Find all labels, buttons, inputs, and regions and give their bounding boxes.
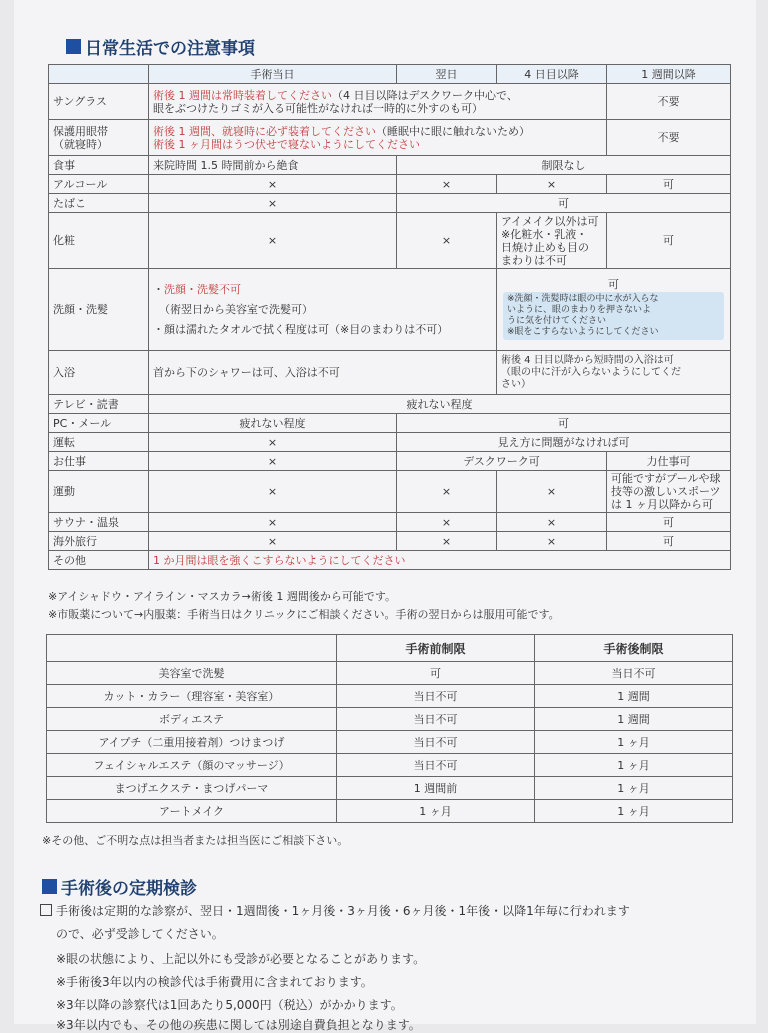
checkup-line-3: ※眼の状態により、上記以外にも受診が必要となることがあります。: [56, 952, 426, 966]
note-contact: ※その他、ご不明な点は担当者または担当医にご相談下さい。: [42, 834, 349, 847]
table-row: 運転 × 見え方に問題がなければ可: [49, 433, 731, 452]
daily-precautions-table: [48, 64, 731, 570]
header-day4: 4 日目以降: [497, 65, 607, 84]
table-row: PC・メール 疲れない程度 可: [49, 414, 731, 433]
header-day0: 手術当日: [149, 65, 397, 84]
table-row: アイプチ（二重用接着剤）つけまつげ 当日不可 1 ヶ月: [47, 731, 733, 754]
table-header-row: [49, 65, 731, 84]
table-row: たばこ × 可: [49, 194, 731, 213]
table-row: 洗顔・洗髪 ・洗顔・洗髪不可 （術翌日から美容室で洗髪可） ・顔は濡れたタオルで拭く程度は可（※目のまわりは不可） 可 ※洗顔・洗髪時は眼の中に水が入らな いように、眼のまわりを押さないよ うに気を付けてください ※眼をこすらないようにしてください: [49, 269, 731, 351]
note-eye-makeup: ※アイシャドウ・アイライン・マスカラ→術後 1 週間後から可能です。: [48, 590, 397, 603]
wash-note-box: ※洗顔・洗髪時は眼の中に水が入らな いように、眼のまわりを押さないよ うに気を付けてください ※眼をこすらないようにしてください: [503, 292, 724, 340]
table-row: まつげエクステ・まつげパーマ 1 週間前 1 ヶ月: [47, 777, 733, 800]
table-row: テレビ・読書 疲れない程度: [49, 395, 731, 414]
table-row: 入浴 首から下のシャワーは可、入浴は不可 術後 4 日目以降から短時間の入浴は可 （眼の中に汗が入らないようにしてくだ さい）: [49, 351, 731, 395]
table-row: 食事 来院時間 1.5 時間前から絶食 制限なし: [49, 156, 731, 175]
table-row: 海外旅行 × × × 可: [49, 532, 731, 551]
table-row: 運動 × × × 可能ですがプールや球 技等の激しいスポーツ は 1 ヶ月以降から可: [49, 471, 731, 513]
table-row: アートメイク 1 ヶ月 1 ヶ月: [47, 800, 733, 823]
table-row: サングラス 術後 1 週間は常時装着してください（4 日目以降はデスクワーク中心で、 眼をぶつけたりゴミが入る可能性がなければ一時的に外すのも可） 不要: [49, 84, 731, 120]
checkup-line-2: ので、必ず受診してください。: [56, 927, 224, 941]
table-row: サウナ・温泉 × × × 可: [49, 513, 731, 532]
table-header-row: 手術前制限 手術後制限: [47, 635, 733, 662]
section-title-checkups: 手術後の定期検診: [42, 874, 197, 899]
checkbox-icon: [40, 904, 52, 916]
section-title-daily-life: 日常生活での注意事項: [66, 34, 255, 59]
table-row: 化粧 × × アイメイク以外は可 ※化粧水・乳液・ 日焼け止めも目の まわりは不可 可: [49, 213, 731, 269]
table-row: ボディエステ 当日不可 1 週間: [47, 708, 733, 731]
section-square-icon: [66, 39, 81, 54]
header-week1: 1 週間以降: [607, 65, 731, 84]
table-row: 美容室で洗髪 可 当日不可: [47, 662, 733, 685]
checkup-line-6: ※3年以内でも、その他の疾患に関しては別途自費負担となります。: [56, 1018, 421, 1032]
note-medication: ※市販薬について→内服薬：手術当日はクリニックにご相談ください。手術の翌日からは服用可能です。: [48, 608, 560, 621]
header-day1: 翌日: [397, 65, 497, 84]
header-empty: [49, 65, 149, 84]
table-row: 保護用眼帯 （就寝時） 術後 1 週間、就寝時に必ず装着してください（睡眠中に眼に触れないため） 術後 1 ヶ月間はうつ伏せで寝ないようにしてください 不要: [49, 120, 731, 156]
checkup-line-5: ※3年以降の診察代は1回あたり5,000円（税込）がかかります。: [56, 998, 403, 1012]
table-row: フェイシャルエステ（顔のマッサージ） 当日不可 1 ヶ月: [47, 754, 733, 777]
checkup-line-4: ※手術後3年以内の検診代は手術費用に含まれております。: [56, 975, 373, 989]
table-row: お仕事 × デスクワーク可 力仕事可: [49, 452, 731, 471]
table-row: アルコール × × × 可: [49, 175, 731, 194]
table-row: カット・カラー（理容室・美容室） 当日不可 1 週間: [47, 685, 733, 708]
checkup-line-1: 手術後は定期的な診察が、翌日・1週間後・1ヶ月後・3ヶ月後・6ヶ月後・1年後・以降1年毎に行われます: [40, 902, 630, 919]
section-square-icon: [42, 879, 57, 894]
beauty-restrictions-table: [46, 634, 733, 823]
table-row: その他 1 か月間は眼を強くこすらないようにしてください: [49, 551, 731, 570]
